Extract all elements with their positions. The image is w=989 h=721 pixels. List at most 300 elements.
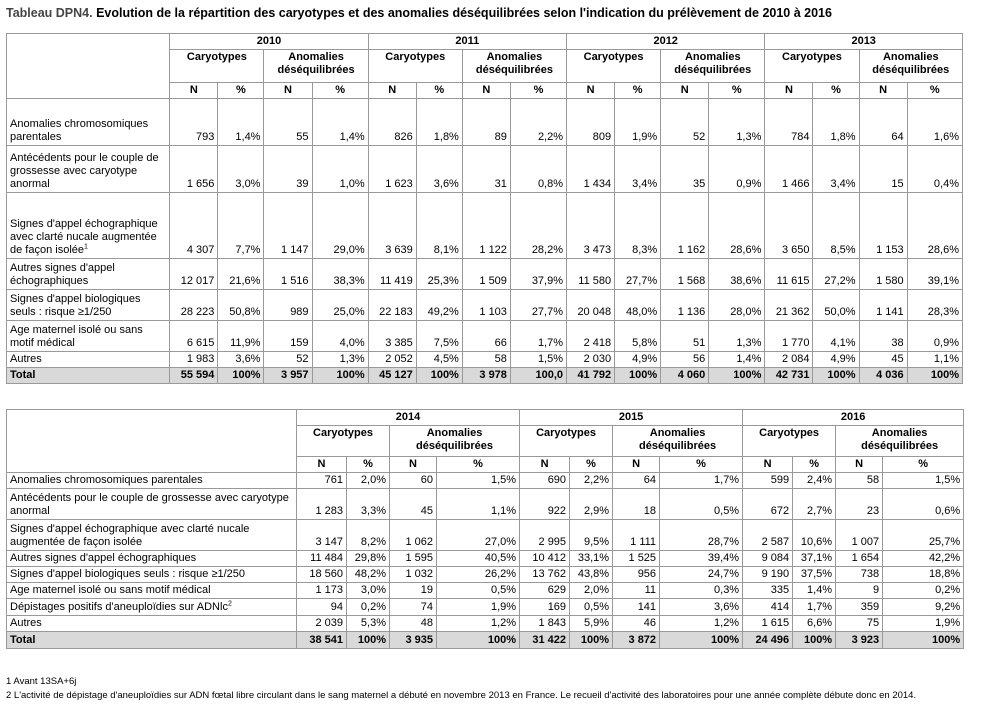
table-cell: 8,2%	[347, 520, 390, 551]
table-cell: 40,5%	[437, 551, 520, 567]
total-cell: 100%	[907, 368, 962, 384]
table-row	[7, 146, 963, 193]
row-label	[7, 599, 297, 616]
total-label: Total	[7, 368, 170, 384]
table-cell: 50,8%	[218, 290, 264, 321]
table-cell: 8,3%	[615, 193, 661, 259]
table-cell: 64	[859, 99, 907, 146]
table-cell: 629	[520, 583, 570, 599]
footnote-1: 1 Avant 13SA+6j	[6, 676, 77, 687]
table-cell: 6,6%	[793, 616, 836, 632]
table-cell: 4,5%	[416, 352, 462, 368]
total-cell: 31 422	[520, 632, 570, 649]
table-cell: 1 007	[836, 520, 883, 551]
table-2010-2013	[6, 33, 963, 384]
table-cell: 2 039	[297, 616, 347, 632]
table-cell: 2 587	[743, 520, 793, 551]
table-cell: 3 650	[765, 193, 813, 259]
table-cell: 0,9%	[709, 146, 765, 193]
year-header: 2012	[567, 34, 765, 50]
table-cell: 3,4%	[813, 146, 859, 193]
table-cell: 28,7%	[660, 520, 743, 551]
table-cell: 9,2%	[883, 599, 964, 616]
table-cell: 27,7%	[615, 259, 661, 290]
pct-header: %	[312, 83, 368, 99]
row-label-text: Age maternel isolé ou sans motif médical	[10, 584, 211, 596]
footnote-ref: 2	[227, 600, 232, 608]
n-header: N	[661, 83, 709, 99]
table-row	[7, 489, 964, 520]
table-cell: 39	[264, 146, 312, 193]
table-cell: 50,0%	[813, 290, 859, 321]
pct-header: %	[813, 83, 859, 99]
table-cell: 2 995	[520, 520, 570, 551]
total-cell: 100%	[218, 368, 264, 384]
table-cell: 4,9%	[813, 352, 859, 368]
table-cell: 2 418	[567, 321, 615, 352]
pct-header: %	[793, 457, 836, 473]
table-cell: 8,1%	[416, 193, 462, 259]
table-cell: 1 509	[462, 259, 510, 290]
row-label-text: Anomalies chromosomiques parentales	[10, 118, 149, 143]
table-2014-2016	[6, 409, 964, 649]
table-cell: 1 623	[368, 146, 416, 193]
n-header: N	[390, 457, 437, 473]
table-cell: 10,6%	[793, 520, 836, 551]
table-cell: 1,8%	[813, 99, 859, 146]
pct-header: %	[615, 83, 661, 99]
table-row	[7, 551, 964, 567]
year-header: 2010	[170, 34, 368, 50]
pct-header: %	[660, 457, 743, 473]
table-cell: 4 307	[170, 193, 218, 259]
table-cell: 1 580	[859, 259, 907, 290]
table-cell: 599	[743, 473, 793, 489]
row-label-text: Signes d'appel échographique avec clarté nucale augmentée de façon isolée	[10, 523, 250, 548]
total-cell: 100%	[416, 368, 462, 384]
n-header: N	[264, 83, 312, 99]
table-cell: 1 103	[462, 290, 510, 321]
table-cell: 1 615	[743, 616, 793, 632]
table-cell: 690	[520, 473, 570, 489]
table-cell: 3 385	[368, 321, 416, 352]
anomalies-header: Anomalies déséquilibrées	[390, 426, 520, 457]
table-cell: 48	[390, 616, 437, 632]
table-cell: 1 516	[264, 259, 312, 290]
table-cell: 31	[462, 146, 510, 193]
n-header: N	[836, 457, 883, 473]
table-cell: 25,3%	[416, 259, 462, 290]
row-label	[7, 259, 170, 290]
anomalies-header: Anomalies déséquilibrées	[264, 50, 368, 83]
table-cell: 3,3%	[347, 489, 390, 520]
table-cell: 1,0%	[312, 146, 368, 193]
n-header: N	[567, 83, 615, 99]
caryotypes-header: Caryotypes	[520, 426, 613, 457]
table-cell: 1,1%	[907, 352, 962, 368]
table-cell: 11 580	[567, 259, 615, 290]
table-cell: 1 843	[520, 616, 570, 632]
row-label-text: Signes d'appel échographique avec clarté nucale augmentée de façon isolée	[10, 218, 158, 256]
table-cell: 1,7%	[510, 321, 566, 352]
table-cell: 1 770	[765, 321, 813, 352]
table-cell: 15	[859, 146, 907, 193]
total-cell: 100%	[709, 368, 765, 384]
table-cell: 1,8%	[416, 99, 462, 146]
anomalies-header: Anomalies déséquilibrées	[661, 50, 765, 83]
table-cell: 42,2%	[883, 551, 964, 567]
table-cell: 37,9%	[510, 259, 566, 290]
table-cell: 28,0%	[709, 290, 765, 321]
table-cell: 0,9%	[907, 321, 962, 352]
table-cell: 51	[661, 321, 709, 352]
table-cell: 58	[836, 473, 883, 489]
n-header: N	[859, 83, 907, 99]
table-cell: 672	[743, 489, 793, 520]
n-header: N	[613, 457, 660, 473]
table-cell: 74	[390, 599, 437, 616]
total-row	[7, 368, 963, 384]
table-cell: 43,8%	[570, 567, 613, 583]
table-cell: 1 173	[297, 583, 347, 599]
year-header: 2015	[520, 410, 743, 426]
row-label-text: Dépistages positifs d'aneuploïdies sur ADNlc	[10, 601, 228, 613]
table-cell: 4,9%	[615, 352, 661, 368]
row-label	[7, 567, 297, 583]
total-cell: 3 957	[264, 368, 312, 384]
table-cell: 1,1%	[437, 489, 520, 520]
table-cell: 0,6%	[883, 489, 964, 520]
table-cell: 1 136	[661, 290, 709, 321]
table-cell: 2,4%	[793, 473, 836, 489]
row-label	[7, 290, 170, 321]
row-label	[7, 616, 297, 632]
row-label	[7, 473, 297, 489]
table-cell: 1,9%	[615, 99, 661, 146]
caryotypes-header: Caryotypes	[297, 426, 390, 457]
total-row	[7, 632, 964, 649]
table-cell: 8,5%	[813, 193, 859, 259]
table-cell: 3,4%	[615, 146, 661, 193]
total-cell: 24 496	[743, 632, 793, 649]
row-label-text: Autres signes d'appel échographiques	[10, 552, 197, 564]
table-cell: 826	[368, 99, 416, 146]
row-label-text: Age maternel isolé ou sans motif médical	[10, 324, 143, 349]
table-cell: 9	[836, 583, 883, 599]
anomalies-header: Anomalies déséquilibrées	[613, 426, 743, 457]
footnote-ref: 1	[84, 243, 88, 251]
table-cell: 1,5%	[437, 473, 520, 489]
table-cell: 1 062	[390, 520, 437, 551]
row-label	[7, 583, 297, 599]
table-cell: 1 595	[390, 551, 437, 567]
table-cell: 7,5%	[416, 321, 462, 352]
table-cell: 1 656	[170, 146, 218, 193]
table-cell: 37,5%	[793, 567, 836, 583]
total-cell: 100%	[793, 632, 836, 649]
table-cell: 3,6%	[218, 352, 264, 368]
total-cell: 55 594	[170, 368, 218, 384]
table-cell: 11 419	[368, 259, 416, 290]
table-cell: 13 762	[520, 567, 570, 583]
row-label-text: Autres	[10, 353, 42, 365]
table-cell: 38,6%	[709, 259, 765, 290]
n-header: N	[520, 457, 570, 473]
table-cell: 2,2%	[510, 99, 566, 146]
total-cell: 100%	[660, 632, 743, 649]
table-cell: 18 560	[297, 567, 347, 583]
table-cell: 0,2%	[347, 599, 390, 616]
table-cell: 784	[765, 99, 813, 146]
table-row	[7, 583, 964, 599]
total-cell: 3 923	[836, 632, 883, 649]
caryotypes-header: Caryotypes	[170, 50, 264, 83]
table-cell: 0,4%	[907, 146, 962, 193]
year-header: 2016	[743, 410, 964, 426]
table-cell: 11,9%	[218, 321, 264, 352]
row-label-text: Antécédents pour le couple de grossesse avec caryotype anormal	[10, 492, 289, 517]
pct-header: %	[883, 457, 964, 473]
table-cell: 0,5%	[660, 489, 743, 520]
n-header: N	[743, 457, 793, 473]
table-cell: 1 141	[859, 290, 907, 321]
table-cell: 0,3%	[660, 583, 743, 599]
table-cell: 56	[661, 352, 709, 368]
table-cell: 159	[264, 321, 312, 352]
row-label-text: Autres signes d'appel échographiques	[10, 262, 115, 287]
table-cell: 4,1%	[813, 321, 859, 352]
table-cell: 25,0%	[312, 290, 368, 321]
table-cell: 3 639	[368, 193, 416, 259]
table-cell: 3,6%	[660, 599, 743, 616]
table-cell: 2 052	[368, 352, 416, 368]
row-label	[7, 489, 297, 520]
table-cell: 94	[297, 599, 347, 616]
table-cell: 922	[520, 489, 570, 520]
table-cell: 64	[613, 473, 660, 489]
total-cell: 100%	[883, 632, 964, 649]
table-row	[7, 321, 963, 352]
table-cell: 28,6%	[907, 193, 962, 259]
table-row	[7, 567, 964, 583]
table-cell: 1,3%	[709, 99, 765, 146]
table-cell: 1 466	[765, 146, 813, 193]
table-cell: 414	[743, 599, 793, 616]
table-cell: 11 484	[297, 551, 347, 567]
row-label	[7, 352, 170, 368]
table-cell: 23	[836, 489, 883, 520]
table-cell: 1,4%	[793, 583, 836, 599]
table-cell: 2,9%	[570, 489, 613, 520]
table-cell: 18	[613, 489, 660, 520]
table-cell: 1 111	[613, 520, 660, 551]
total-cell: 100%	[437, 632, 520, 649]
table-cell: 26,2%	[437, 567, 520, 583]
table-cell: 11	[613, 583, 660, 599]
table-cell: 29,8%	[347, 551, 390, 567]
table-cell: 1,9%	[437, 599, 520, 616]
table-cell: 793	[170, 99, 218, 146]
table-cell: 2,0%	[347, 473, 390, 489]
caryotypes-header: Caryotypes	[368, 50, 462, 83]
table-cell: 3,0%	[347, 583, 390, 599]
table-cell: 141	[613, 599, 660, 616]
table-cell: 1,2%	[437, 616, 520, 632]
table-cell: 1 147	[264, 193, 312, 259]
table-cell: 1 122	[462, 193, 510, 259]
table-cell: 2 030	[567, 352, 615, 368]
corner-cell	[7, 410, 297, 473]
total-cell: 100%	[570, 632, 613, 649]
table-cell: 20 048	[567, 290, 615, 321]
table-cell: 1,5%	[510, 352, 566, 368]
table-cell: 21 362	[765, 290, 813, 321]
year-header: 2011	[368, 34, 566, 50]
caryotypes-header: Caryotypes	[743, 426, 836, 457]
table-cell: 5,8%	[615, 321, 661, 352]
table-cell: 1 654	[836, 551, 883, 567]
table-cell: 48,2%	[347, 567, 390, 583]
n-header: N	[462, 83, 510, 99]
row-label	[7, 520, 297, 551]
table-cell: 89	[462, 99, 510, 146]
table-cell: 1,4%	[218, 99, 264, 146]
table-cell: 3,0%	[218, 146, 264, 193]
table-cell: 27,2%	[813, 259, 859, 290]
table-cell: 37,1%	[793, 551, 836, 567]
corner-cell	[7, 34, 170, 99]
row-label-text: Anomalies chromosomiques parentales	[10, 474, 203, 486]
table-title	[6, 6, 832, 20]
table-cell: 1,9%	[883, 616, 964, 632]
table-cell: 1,6%	[907, 99, 962, 146]
table-cell: 1 283	[297, 489, 347, 520]
total-cell: 4 036	[859, 368, 907, 384]
table-cell: 7,7%	[218, 193, 264, 259]
table-cell: 55	[264, 99, 312, 146]
total-cell: 41 792	[567, 368, 615, 384]
caryotypes-header: Caryotypes	[567, 50, 661, 83]
pct-header: %	[416, 83, 462, 99]
n-header: N	[297, 457, 347, 473]
table-cell: 49,2%	[416, 290, 462, 321]
table-cell: 28 223	[170, 290, 218, 321]
table-cell: 3 147	[297, 520, 347, 551]
table-row	[7, 99, 963, 146]
table-cell: 335	[743, 583, 793, 599]
total-cell: 100%	[347, 632, 390, 649]
table-cell: 956	[613, 567, 660, 583]
table-cell: 45	[859, 352, 907, 368]
table-cell: 39,1%	[907, 259, 962, 290]
table-row	[7, 520, 964, 551]
table-cell: 1 032	[390, 567, 437, 583]
row-label	[7, 193, 170, 259]
table-cell: 33,1%	[570, 551, 613, 567]
table-cell: 29,0%	[312, 193, 368, 259]
table-cell: 1 162	[661, 193, 709, 259]
n-header: N	[170, 83, 218, 99]
table-cell: 1,4%	[709, 352, 765, 368]
table-cell: 0,5%	[570, 599, 613, 616]
total-cell: 3 872	[613, 632, 660, 649]
table-row	[7, 473, 964, 489]
table-cell: 21,6%	[218, 259, 264, 290]
table-cell: 12 017	[170, 259, 218, 290]
table-cell: 1 525	[613, 551, 660, 567]
table-cell: 1 434	[567, 146, 615, 193]
total-cell: 45 127	[368, 368, 416, 384]
table-cell: 0,2%	[883, 583, 964, 599]
table-cell: 75	[836, 616, 883, 632]
anomalies-header: Anomalies déséquilibrées	[836, 426, 964, 457]
footnote-2: 2 L'activité de dépistage d'aneuploïdies sur ADN fœtal libre circulant dans le sang maternel a débuté en novembre 2013 en France. Le recueil d'activité des laboratoires pour une année complète débute donc en 2014.	[6, 690, 917, 701]
table-cell: 24,7%	[660, 567, 743, 583]
table-cell: 1,4%	[312, 99, 368, 146]
table-cell: 39,4%	[660, 551, 743, 567]
table-title-text: Evolution de la répartition des caryotypes et des anomalies déséquilibrées selon l'indication du prélèvement de 2010 à 2016	[92, 6, 832, 20]
table-cell: 1,3%	[312, 352, 368, 368]
row-label	[7, 551, 297, 567]
table-row	[7, 616, 964, 632]
table-cell: 5,3%	[347, 616, 390, 632]
row-label-text: Autres	[10, 617, 42, 629]
table-cell: 46	[613, 616, 660, 632]
table-row	[7, 599, 964, 616]
table-cell: 28,6%	[709, 193, 765, 259]
table-row	[7, 352, 963, 368]
table-cell: 2 084	[765, 352, 813, 368]
anomalies-header: Anomalies déséquilibrées	[462, 50, 566, 83]
table-cell: 1,7%	[793, 599, 836, 616]
pct-header: %	[570, 457, 613, 473]
table-cell: 2,7%	[793, 489, 836, 520]
table-cell: 28,2%	[510, 193, 566, 259]
table-cell: 3 473	[567, 193, 615, 259]
table-cell: 1,2%	[660, 616, 743, 632]
table-cell: 48,0%	[615, 290, 661, 321]
table-cell: 27,7%	[510, 290, 566, 321]
table-cell: 25,7%	[883, 520, 964, 551]
table-cell: 9,5%	[570, 520, 613, 551]
total-cell: 3 978	[462, 368, 510, 384]
table-cell: 35	[661, 146, 709, 193]
row-label	[7, 321, 170, 352]
table-row	[7, 290, 963, 321]
table-cell: 5,9%	[570, 616, 613, 632]
year-header-row	[7, 410, 964, 426]
caryotypes-header: Caryotypes	[765, 50, 859, 83]
year-header: 2013	[765, 34, 963, 50]
table-cell: 38	[859, 321, 907, 352]
pct-header: %	[347, 457, 390, 473]
total-cell: 38 541	[297, 632, 347, 649]
table-cell: 66	[462, 321, 510, 352]
table-row	[7, 193, 963, 259]
table-cell: 28,3%	[907, 290, 962, 321]
table-cell: 6 615	[170, 321, 218, 352]
n-header: N	[765, 83, 813, 99]
table-cell: 22 183	[368, 290, 416, 321]
table-cell: 11 615	[765, 259, 813, 290]
table-cell: 359	[836, 599, 883, 616]
table-row	[7, 259, 963, 290]
table-cell: 1 983	[170, 352, 218, 368]
table-cell: 809	[567, 99, 615, 146]
table-cell: 1 568	[661, 259, 709, 290]
total-cell: 100%	[615, 368, 661, 384]
total-label: Total	[7, 632, 297, 649]
